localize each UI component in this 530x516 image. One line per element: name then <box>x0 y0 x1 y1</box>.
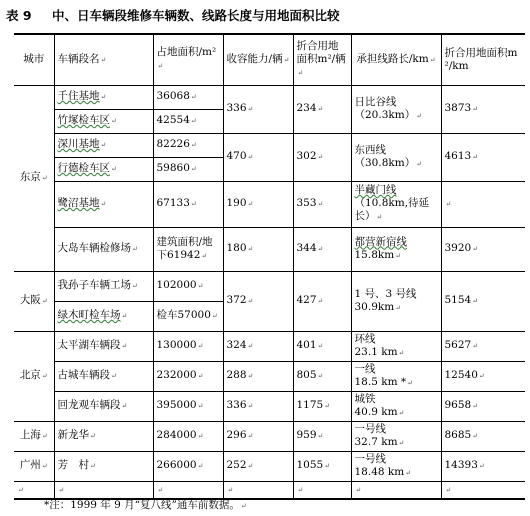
city-cell: 北京↵ <box>14 331 54 421</box>
depot-name: 太平湖车辆段↵ <box>54 331 153 361</box>
depot-area: 102000↵ <box>153 271 223 301</box>
depot-area: 266000↵ <box>153 451 223 481</box>
depot-name: 大岛车辆检修场↵ <box>54 227 153 271</box>
line-cell: 半藏门线 （10.8km,待延长）↵ <box>351 181 441 227</box>
depot-name: 新龙华↵ <box>54 421 153 451</box>
converted-area-cell: 353↵ <box>293 181 351 227</box>
area-per-km-cell: 3873↵ <box>441 85 525 133</box>
area-per-km-cell: 4613↵ <box>441 133 525 181</box>
table-row <box>14 451 525 481</box>
depot-area: 82226↵ <box>153 133 223 157</box>
line-cell: 城铁 40.9 km↵ <box>351 391 441 421</box>
capacity-cell: 470↵ <box>223 133 293 181</box>
area-per-km-cell: 12540↵ <box>441 361 525 391</box>
area-per-km-cell: ↵ <box>441 181 525 227</box>
converted-area-cell: 401↵ <box>293 331 351 361</box>
city-cell: 东京↵ <box>14 85 54 271</box>
depot-name: 行德检车区↵ <box>54 157 153 181</box>
converted-area-cell: 1055↵ <box>293 451 351 481</box>
depot-name: 我孙子车辆工场↵ <box>54 271 153 301</box>
depot-area: 建筑面积/地下61942↵ <box>153 227 223 271</box>
area-per-km-cell: 5627↵ <box>441 331 525 361</box>
empty-cell: ↵ <box>441 481 525 499</box>
table-row <box>14 227 525 271</box>
depot-name: 回龙观车辆段↵ <box>54 391 153 421</box>
table-row <box>14 181 525 227</box>
capacity-cell: 252↵ <box>223 451 293 481</box>
depot-name: 鹭沼基地↵ <box>54 181 153 227</box>
line-cell: 环线 23.1 km↵ <box>351 331 441 361</box>
area-per-km-cell: 3920↵ <box>441 227 525 271</box>
line-cell: 1 号、3 号线 30.9km↵ <box>351 271 441 331</box>
header-capacity: 收容能力/辆↵ <box>223 34 293 85</box>
empty-cell: ↵ <box>153 481 223 499</box>
depot-area: 59860↵ <box>153 157 223 181</box>
empty-cell: ↵ <box>293 481 351 499</box>
comparison-table <box>14 33 525 500</box>
capacity-cell: 288↵ <box>223 361 293 391</box>
depot-name: 千住基地↵ <box>54 85 153 109</box>
table-caption <box>6 5 526 27</box>
converted-area-cell: 1175↵ <box>293 391 351 421</box>
table-row <box>14 271 525 301</box>
depot-name: 古城车辆段↵ <box>54 361 153 391</box>
depot-name: 竹塚检车区↵ <box>54 109 153 133</box>
line-cell: 一号线 18.48 km↵ <box>351 451 441 481</box>
line-cell: 日比谷线 （20.3km）↵ <box>351 85 441 133</box>
converted-area-cell: 959↵ <box>293 421 351 451</box>
line-cell: 一号线 32.7 km↵ <box>351 421 441 451</box>
line-cell: 东西线 （30.8km）↵ <box>351 133 441 181</box>
converted-area-cell: 302↵ <box>293 133 351 181</box>
table-row <box>14 391 525 421</box>
depot-area: 42554↵ <box>153 109 223 133</box>
table-number: 表 9 <box>6 8 32 23</box>
area-per-km-cell: 14393↵ <box>441 451 525 481</box>
table-title: 中、日车辆段维修车辆数、线路长度与用地面积比较 <box>52 8 340 23</box>
area-per-km-cell: 8685↵ <box>441 421 525 451</box>
capacity-cell: 190↵ <box>223 181 293 227</box>
depot-name: 绿木町检车场↵ <box>54 301 153 331</box>
city-cell: 上海↵ <box>14 421 54 451</box>
table-row <box>14 85 525 109</box>
table-row <box>14 331 525 361</box>
header-area: 占地面积/m²↵ <box>153 34 223 85</box>
header-converted-area: 折合用地面积m²/辆↵ <box>293 34 351 85</box>
depot-area: 36068↵ <box>153 85 223 109</box>
depot-area: 130000↵ <box>153 331 223 361</box>
depot-name: 深川基地↵ <box>54 133 153 157</box>
depot-area: 检车57000↵ <box>153 301 223 331</box>
header-city: 城市 <box>14 34 54 85</box>
line-cell: 都营新宿线 15.8km↵ <box>351 227 441 271</box>
capacity-cell: 372↵ <box>223 271 293 331</box>
header-line-length: 承担线路长/km↵ <box>351 34 441 85</box>
header-depot: 车辆段名↵ <box>54 34 153 85</box>
capacity-cell: 296↵ <box>223 421 293 451</box>
line-cell: 一线 18.5 km *↵ <box>351 361 441 391</box>
depot-name: 芳 村↵ <box>54 451 153 481</box>
footnote: *注：1999 年 9 月“复八线”通车前数据。↵ <box>44 499 247 511</box>
empty-cell: ↵ <box>223 481 293 499</box>
table-row <box>14 133 525 157</box>
depot-area: 232000↵ <box>153 361 223 391</box>
converted-area-cell: 805↵ <box>293 361 351 391</box>
empty-cell: ↵ <box>54 481 153 499</box>
city-cell: 广州↵ <box>14 451 54 481</box>
table-row <box>14 421 525 451</box>
table-row <box>14 361 525 391</box>
depot-area: 67133↵ <box>153 181 223 227</box>
capacity-cell: 324↵ <box>223 331 293 361</box>
city-cell: 大阪↵ <box>14 271 54 331</box>
header-row <box>14 34 525 85</box>
header-area-per-km: 折合用地面积m²/km <box>441 34 525 85</box>
capacity-cell: 336↵ <box>223 85 293 133</box>
empty-cell: ↵ <box>14 481 54 499</box>
empty-row <box>14 481 525 499</box>
converted-area-cell: 344↵ <box>293 227 351 271</box>
area-per-km-cell: 9658↵ <box>441 391 525 421</box>
converted-area-cell: 427↵ <box>293 271 351 331</box>
depot-area: 284000↵ <box>153 421 223 451</box>
area-per-km-cell: 5154↵ <box>441 271 525 331</box>
capacity-cell: 180↵ <box>223 227 293 271</box>
depot-area: 395000↵ <box>153 391 223 421</box>
converted-area-cell: 234↵ <box>293 85 351 133</box>
capacity-cell: 336↵ <box>223 391 293 421</box>
empty-cell: ↵ <box>351 481 441 499</box>
